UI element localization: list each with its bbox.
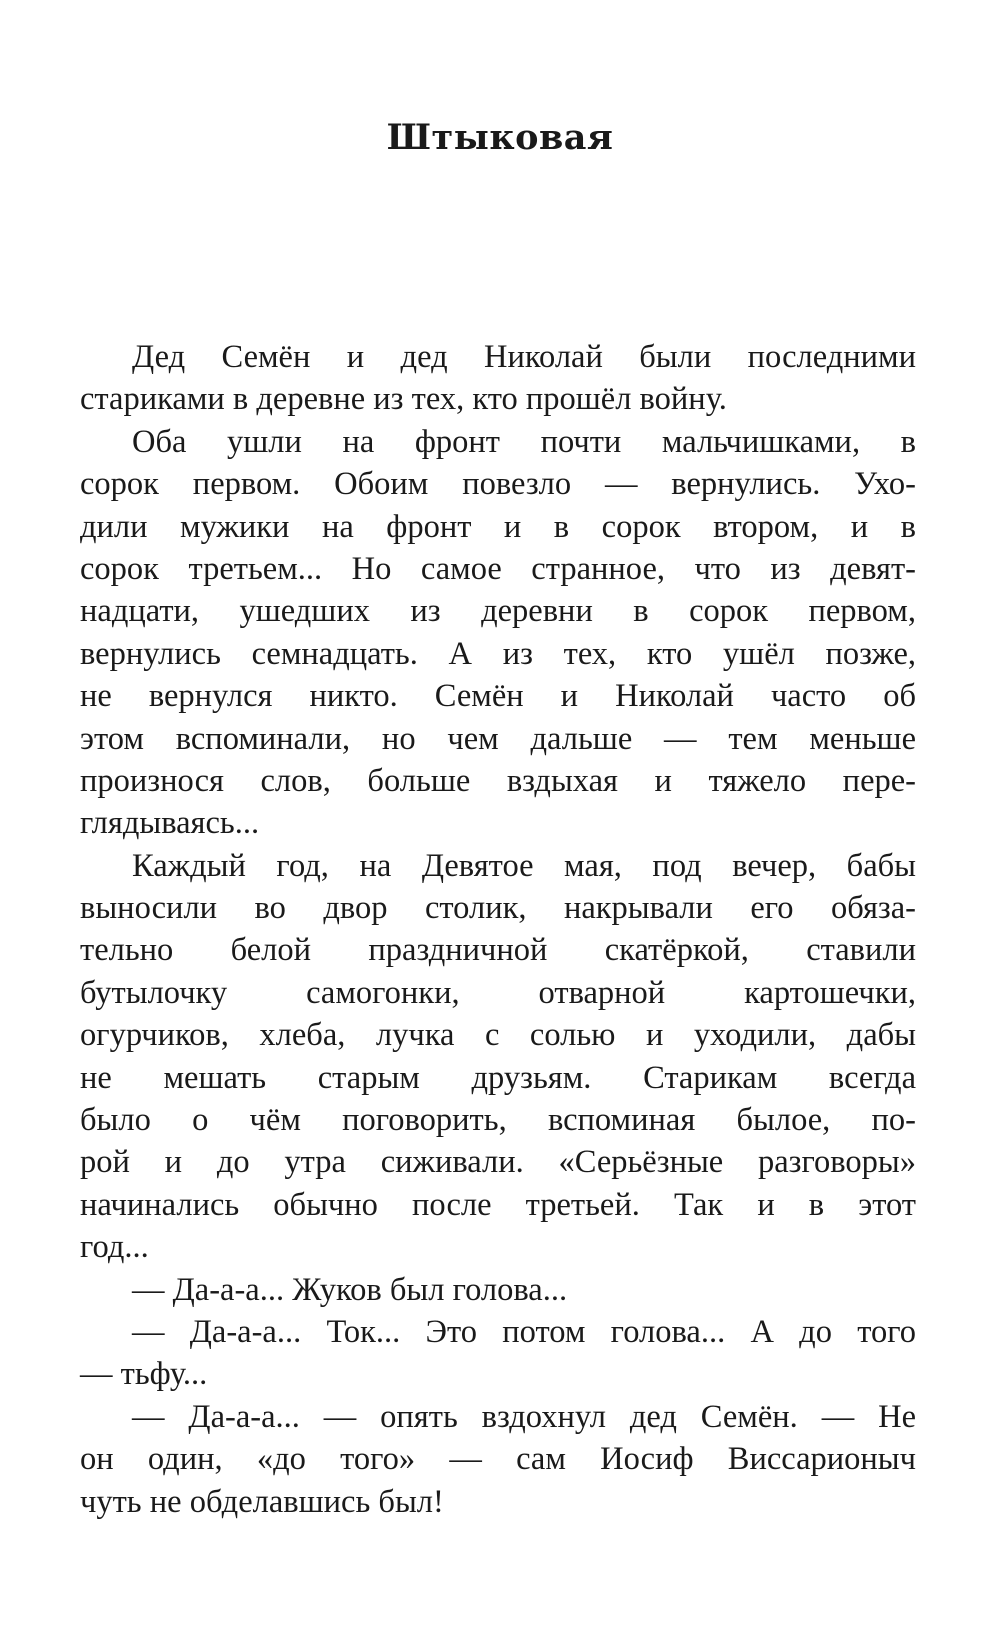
text-line: тельно белой праздничной скатёркой, ставили: [80, 932, 916, 969]
text-line: надцати, ушедших из деревни в сорок первом,: [80, 593, 916, 630]
text-line: Оба ушли на фронт почти мальчишками, в: [132, 423, 916, 460]
text-line: бутылочку самогонки, отварной картошечки,: [80, 974, 916, 1011]
text-line: — Да-а-а... Ток... Это потом голова... А до того: [132, 1313, 916, 1350]
text-line: чуть не обделавшись был!: [80, 1483, 444, 1520]
text-line: произнося слов, больше вздыхая и тяжело пере-: [80, 762, 916, 799]
text-line: Дед Семён и дед Николай были последними: [132, 339, 916, 375]
text-line: не мешать старым друзьям. Старикам всегда: [80, 1059, 916, 1096]
text-line: рой и до утра сиживали. «Серьёзные разговоры»: [80, 1144, 916, 1181]
text-line: начинались обычно после третьей. Так и в этот: [80, 1186, 916, 1223]
body-text: [80, 336, 916, 1523]
text-line: Каждый год, на Девятое мая, под вечер, бабы: [132, 847, 916, 884]
text-line: не вернулся никто. Семён и Николай часто об: [80, 678, 916, 715]
text-line: он один, «до того» — сам Иосиф Виссарионыч: [80, 1441, 916, 1478]
text-line: — тьфу...: [80, 1356, 208, 1393]
text-line: сорок третьем... Но самое странное, что из девят-: [80, 550, 916, 587]
text-line: выносили во двор столик, накрывали его обяза-: [80, 890, 916, 927]
text-line: дили мужики на фронт и в сорок втором, и в: [80, 508, 916, 545]
text-line: глядываясь...: [80, 805, 260, 842]
text-line: вернулись семнадцать. А из тех, кто ушёл позже,: [80, 635, 916, 672]
text-line: — Да-а-а... Жуков был голова...: [132, 1271, 568, 1308]
text-line: было о чём поговорить, вспоминая былое, по-: [80, 1102, 916, 1139]
text-line: сорок первом. Обоим повезло — вернулись. Ухо-: [80, 466, 916, 503]
text-line: год...: [80, 1229, 149, 1266]
text-line: огурчиков, хлеба, лучка с солью и уходили, дабы: [80, 1017, 916, 1054]
text-line: этом вспоминали, но чем дальше — тем меньше: [80, 720, 916, 757]
text-line: стариками в деревне из тех, кто прошёл войну.: [80, 381, 727, 418]
text-line: — Да-а-а... — опять вздохнул дед Семён. — Не: [132, 1398, 916, 1435]
chapter-title: Штыковая: [386, 117, 614, 158]
